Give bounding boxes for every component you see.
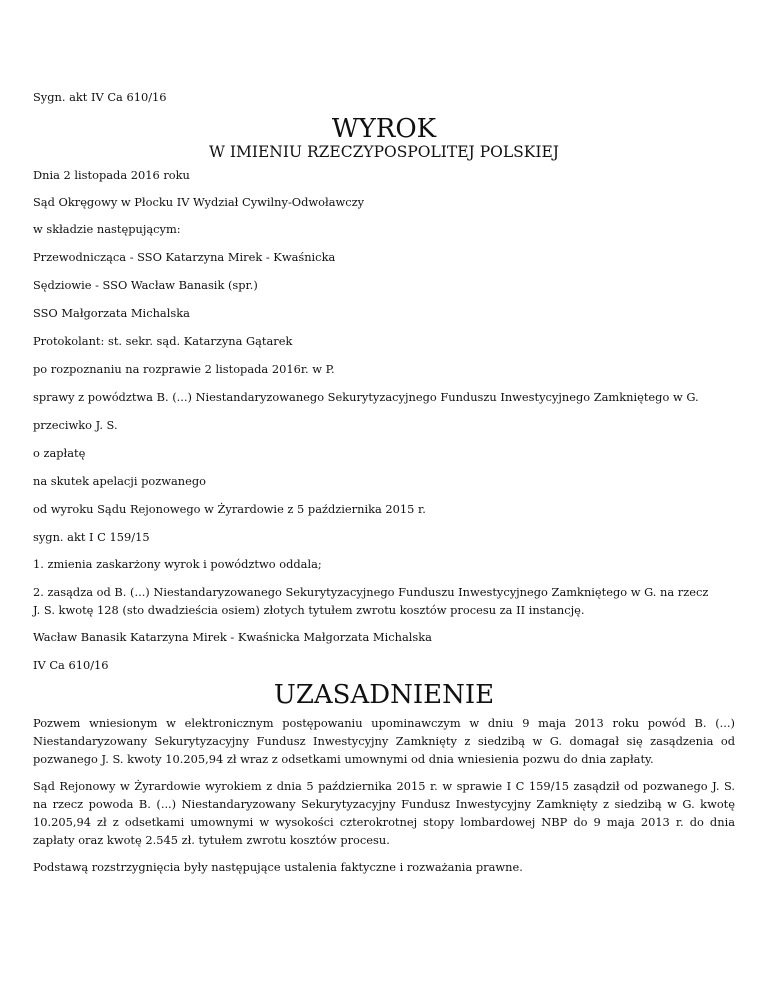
justification-paragraph-1 bbox=[33, 714, 735, 768]
judgment-date: Dnia 2 listopada 2016 roku bbox=[33, 168, 190, 182]
justification-p2-line-1: Sąd Rejonowy w Żyrardowie wyrokiem z dnia 5 października 2015 r. w sprawie I C 159/15 zasądził od pozwanego J. S. bbox=[33, 779, 735, 793]
court-clerk: Protokolant: st. sekr. sąd. Katarzyna Gątarek bbox=[33, 334, 293, 348]
justification-p1-line-1: Pozwem wniesionym w elektronicznym postępowaniu upominawczym w dniu 9 maja 2013 roku powód B. (...) bbox=[33, 716, 735, 730]
case-plaintiff: sprawy z powództwa B. (...) Niestandaryzowanego Sekurytyzacyjnego Funduszu Inwestycyjnego Zamkniętego w G. bbox=[33, 390, 699, 404]
judges-line: Sędziowie - SSO Wacław Banasik (spr.) bbox=[33, 278, 258, 292]
judgment-subtitle: W IMIENIU RZECZYPOSPOLITEJ POLSKIEJ bbox=[209, 143, 559, 161]
lower-court-signature: sygn. akt I C 159/15 bbox=[33, 530, 150, 544]
lower-court-judgment: od wyroku Sądu Rejonowego w Żyrardowie z 5 października 2015 r. bbox=[33, 502, 426, 516]
ruling-item-2-line-2: J. S. kwotę 128 (sto dwadzieścia osiem) złotych tytułem zwrotu kosztów procesu za II instancję. bbox=[33, 603, 585, 617]
justification-p2-line-3: 10.205,94 zł z odsetkami umownymi w wysokości czterokrotnej stopy lombardowej NBP do 9 maja 2013 r. do dnia bbox=[33, 815, 735, 829]
judges-signatures: Wacław Banasik Katarzyna Mirek - Kwaśnicka Małgorzata Michalska bbox=[33, 630, 432, 644]
hearing-line: po rozpoznaniu na rozprawie 2 listopada 2016r. w P. bbox=[33, 362, 335, 376]
ruling-item-2 bbox=[33, 583, 735, 619]
justification-paragraph-2 bbox=[33, 777, 735, 849]
case-signature-secondary: IV Ca 610/16 bbox=[33, 658, 109, 672]
case-subject: o zapłatę bbox=[33, 446, 86, 460]
justification-p1-line-3: pozwanego J. S. kwoty 10.205,94 zł wraz z odsetkami umownymi od dnia wniesienia pozwu do dnia zapłaty. bbox=[33, 752, 654, 766]
court-name: Sąd Okręgowy w Płocku IV Wydział Cywilny-Odwoławczy bbox=[33, 195, 365, 209]
justification-title: UZASADNIENIE bbox=[273, 680, 495, 710]
justification-paragraph-3: Podstawą rozstrzygnięcia były następujące ustalenia faktyczne i rozważania prawne. bbox=[33, 860, 523, 874]
judgment-title: WYROK bbox=[331, 114, 437, 144]
ruling-item-1: 1. zmienia zaskarżony wyrok i powództwo oddala; bbox=[33, 557, 322, 571]
case-defendant: przeciwko J. S. bbox=[33, 418, 118, 432]
ruling-item-2-line-1: 2. zasądza od B. (...) Niestandaryzowanego Sekurytyzacyjnego Funduszu Inwestycyjnego Zamkniętego w G. na rzecz bbox=[33, 585, 709, 599]
case-signature: Sygn. akt IV Ca 610/16 bbox=[33, 90, 167, 104]
composition-intro: w składzie następującym: bbox=[33, 222, 181, 236]
justification-p1-line-2: Niestandaryzowany Sekurytyzacyjny Fundusz Inwestycyjny Zamknięty z siedzibą w G. domagał się zasądzenia od bbox=[33, 734, 735, 748]
presiding-judge: Przewodnicząca - SSO Katarzyna Mirek - Kwaśnicka bbox=[33, 250, 336, 264]
judge-second: SSO Małgorzata Michalska bbox=[33, 306, 190, 320]
appeal-line: na skutek apelacji pozwanego bbox=[33, 474, 207, 488]
justification-p2-line-4: zapłaty oraz kwotę 2.545 zł. tytułem zwrotu kosztów procesu. bbox=[33, 833, 390, 847]
justification-p2-line-2: na rzecz powoda B. (...) Niestandaryzowany Sekurytyzacyjny Fundusz Inwestycyjny Zamknięty z siedzibą w G. kwotę bbox=[33, 797, 735, 811]
